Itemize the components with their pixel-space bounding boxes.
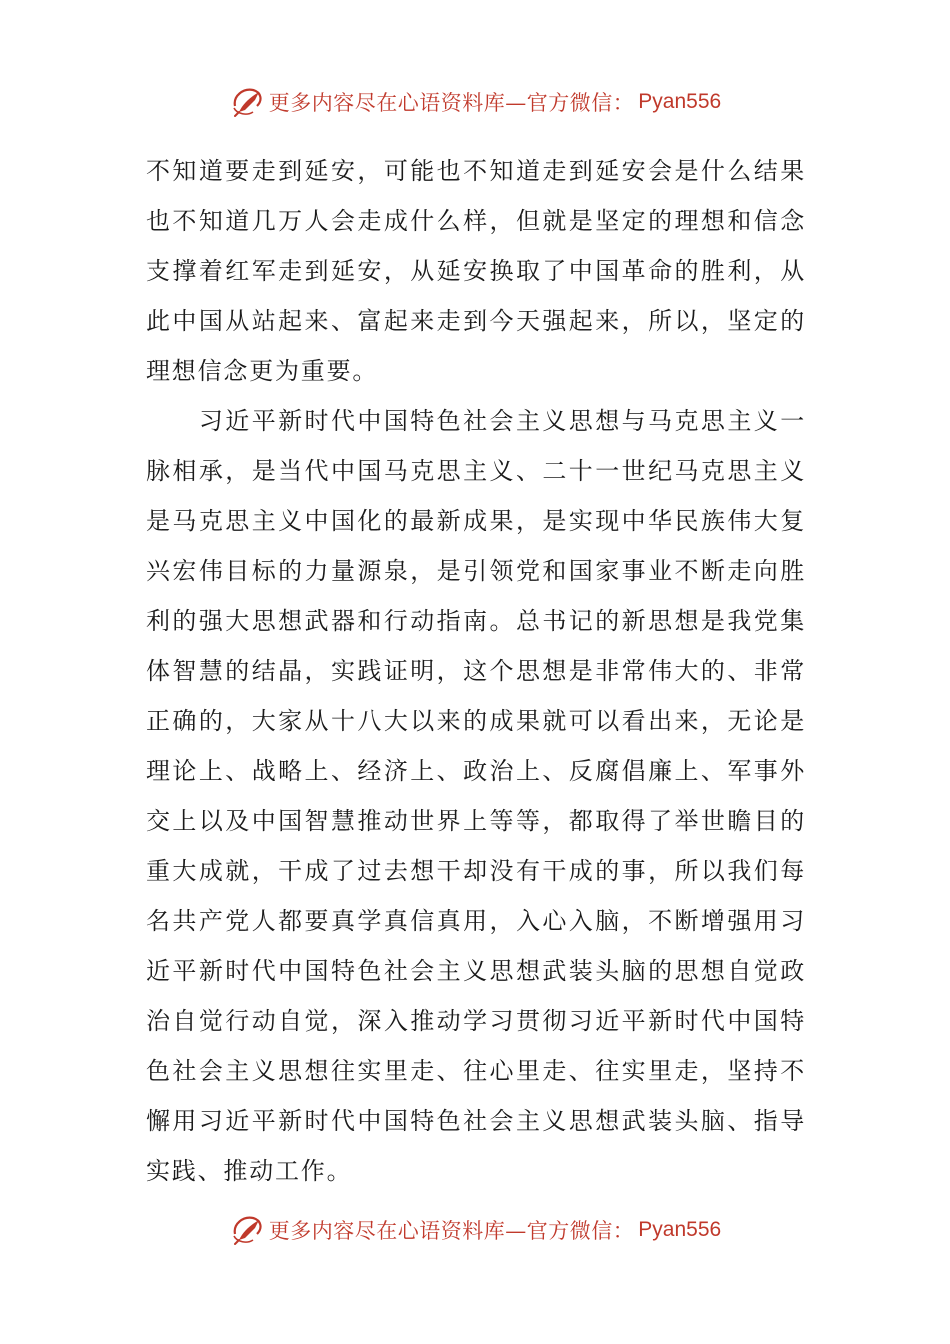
header-banner-text: 更多内容尽在心语资料库—官方微信： — [268, 91, 635, 115]
body-line: 习近平新时代中国特色社会主义思想与马克思主义一 — [146, 407, 806, 435]
body-line: 治自觉行动自觉，深入推动学习贯彻习近平新时代中国特 — [146, 1007, 806, 1035]
body-line: 理想信念更为重要。 — [146, 357, 379, 385]
body-line: 是马克思主义中国化的最新成果，是实现中华民族伟大复 — [146, 507, 806, 535]
body-line: 正确的，大家从十八大以来的成果就可以看出来，无论是 — [146, 707, 806, 735]
pen-nib-logo-icon — [229, 84, 265, 120]
document-body — [146, 146, 806, 1196]
body-line: 脉相承，是当代中国马克思主义、二十一世纪马克思主义 — [146, 457, 806, 485]
body-line: 交上以及中国智慧推动世界上等等，都取得了举世瞻目的 — [146, 807, 806, 835]
body-line: 支撑着红军走到延安，从延安换取了中国革命的胜利，从 — [146, 257, 806, 285]
body-line: 近平新时代中国特色社会主义思想武装头脑的思想自觉政 — [146, 957, 806, 985]
header-banner-handle: Pyan556 — [638, 90, 722, 113]
body-line: 不知道要走到延安，可能也不知道走到延安会是什么结果 — [146, 157, 806, 185]
body-line: 此中国从站起来、富起来走到今天强起来，所以，坚定的 — [146, 307, 806, 335]
pen-nib-logo-icon — [229, 1212, 265, 1248]
body-line: 名共产党人都要真学真信真用，入心入脑，不断增强用习 — [146, 907, 806, 935]
footer-banner — [0, 1210, 950, 1250]
body-line: 理论上、战略上、经济上、政治上、反腐倡廉上、军事外 — [146, 757, 806, 785]
body-line: 利的强大思想武器和行动指南。总书记的新思想是我党集 — [146, 607, 806, 635]
footer-banner-text: 更多内容尽在心语资料库—官方微信： — [268, 1219, 635, 1243]
body-line: 色社会主义思想往实里走、往心里走、往实里走，坚持不 — [146, 1057, 806, 1085]
body-line: 体智慧的结晶，实践证明，这个思想是非常伟大的、非常 — [146, 657, 806, 685]
body-line: 也不知道几万人会走成什么样，但就是坚定的理想和信念 — [146, 207, 806, 235]
body-line: 兴宏伟目标的力量源泉，是引领党和国家事业不断走向胜 — [146, 557, 806, 585]
body-line: 懈用习近平新时代中国特色社会主义思想武装头脑、指导 — [146, 1107, 806, 1135]
body-line: 实践、推动工作。 — [146, 1157, 353, 1185]
footer-banner-handle: Pyan556 — [638, 1218, 722, 1241]
header-banner — [0, 82, 950, 122]
body-line: 重大成就，干成了过去想干却没有干成的事，所以我们每 — [146, 857, 806, 885]
